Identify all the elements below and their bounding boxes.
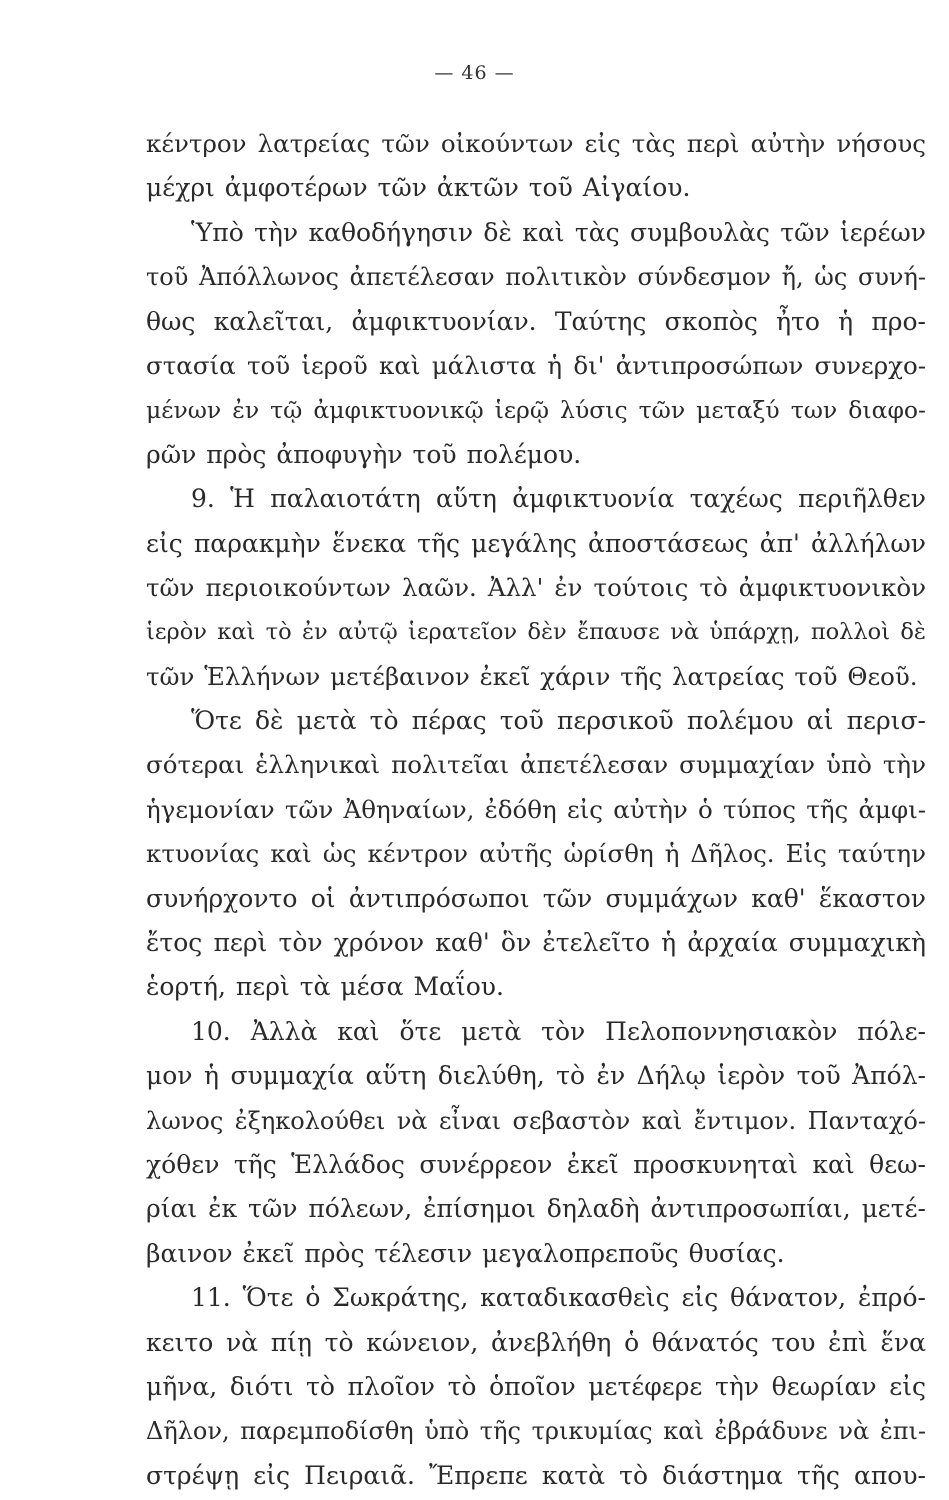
text-line: ἡγεμονίαν τῶν Ἀθηναίων, ἐδόθη εἰς αὐτὴν ὁ τύπος τῆς ἀμφι- [146, 794, 926, 824]
text-line: λωνος ἐξηκολούθει νὰ εἶναι σεβαστὸν καὶ ἔντιμον. Πανταχό- [146, 1106, 926, 1135]
text-line: ἑορτή, περὶ τὰ μέσα Μαΐου. [146, 972, 504, 1002]
text-line: μένων ἐν τῷ ἀμφικτυονικῷ ἱερῷ λύσις τῶν μεταξύ των διαφο- [146, 396, 926, 425]
text-line: τοῦ Ἀπόλλωνος ἀπετέλεσαν πολιτικὸν σύνδεσμον ἤ, ὡς συνή- [146, 263, 926, 292]
text-line: κειτο νὰ πίῃ τὸ κώνειον, ἀνεβλήθη ὁ θάνατός του ἐπὶ ἕνα [146, 1327, 926, 1357]
text-line: θως καλεῖται, ἀμφικτυονίαν. Ταύτης σκοπὸς ἦτο ἡ προ- [146, 306, 926, 336]
text-line: μῆνα, διότι τὸ πλοῖον τὸ ὁποῖον μετέφερε τὴν θεωρίαν εἰς [146, 1371, 926, 1401]
text-line: ρίαι ἐκ τῶν πόλεων, ἐπίσημοι δηλαδὴ ἀντιπροσωπίαι, μετέ- [146, 1194, 926, 1224]
text-line: 10. Ἀλλὰ καὶ ὅτε μετὰ τὸν Πελοποννησιακὸν πόλε- [191, 1016, 926, 1046]
text-line: Δῆλον, παρεμποδίσθη ὑπὸ τῆς τρικυμίας καὶ ἐβράδυνε νὰ ἐπι- [146, 1417, 926, 1446]
text-line: κτυονίας καὶ ὡς κέντρον αὐτῆς ὡρίσθη ἡ Δῆλος. Εἰς ταύτην [146, 839, 926, 869]
text-line: ἱερὸν καὶ τὸ ἐν αὐτῷ ἱερατεῖον δὲν ἔπαυσε νὰ ὑπάρχῃ, πολλοὶ δὲ [146, 619, 926, 646]
text-line: 9. Ἡ παλαιοτάτη αὕτη ἀμφικτυονία ταχέως περιῆλθεν [191, 484, 926, 514]
text-line: βαινον ἐκεῖ πρὸς τέλεσιν μεγαλοπρεποῦς θυσίας. [146, 1238, 785, 1268]
text-line: τῶν Ἑλλήνων μετέβαινον ἐκεῖ χάριν τῆς λατρείας τοῦ Θεοῦ. [146, 661, 918, 691]
text-line: τῶν περιοικούντων λαῶν. Ἀλλ' ἐν τούτοις τὸ ἀμφικτυονικὸν [146, 572, 926, 602]
text-line: εἰς παρακμὴν ἕνεκα τῆς μεγάλης ἀποστάσεως ἀπ' ἀλλήλων [146, 528, 926, 558]
text-line: μέχρι ἀμφοτέρων τῶν ἀκτῶν τοῦ Αἰγαίου. [146, 173, 691, 203]
text-line: χόθεν τῆς Ἑλλάδος συνέρρεον ἐκεῖ προσκυνηταὶ καὶ θεω- [146, 1149, 926, 1179]
text-line: στασία τοῦ ἱεροῦ καὶ μάλιστα ἡ δι' ἀντιπροσώπων συνερχο- [146, 350, 926, 380]
text-line: σότεραι ἑλληνικαὶ πολιτεῖαι ἀπετέλεσαν συμμαχίαν ὑπὸ τὴν [146, 750, 926, 780]
text-line: μον ἡ συμμαχία αὕτη διελύθη, τὸ ἐν Δήλῳ ἱερὸν τοῦ Ἀπόλ- [146, 1061, 926, 1091]
text-line: Ὅτε δὲ μετὰ τὸ πέρας τοῦ περσικοῦ πολέμου αἱ περισ- [191, 706, 926, 736]
text-line: στρέψῃ εἰς Πειραιᾶ. Ἔπρεπε κατὰ τὸ διάστημα τῆς απου- [146, 1460, 926, 1490]
text-line: κέντρον λατρείας τῶν οἰκούντων εἰς τὰς περὶ αὐτὴν νήσους [146, 129, 926, 158]
text-line: ρῶν πρὸς ἀποφυγὴν τοῦ πολέμου. [146, 439, 582, 469]
page-number: — 46 — [434, 62, 515, 84]
text-line: Ὑπὸ τὴν καθοδήγησιν δὲ καὶ τὰς συμβουλὰς τῶν ἱερέων [191, 217, 926, 247]
text-line: 11. Ὅτε ὁ Σωκράτης, καταδικασθεὶς εἰς θάνατον, ἐπρό- [191, 1283, 926, 1313]
body-text [146, 122, 926, 1498]
text-line: συνήρχοντο οἱ ἀντιπρόσωποι τῶν συμμάχων καθ' ἕκαστον [146, 883, 926, 913]
text-line: ἔτος περὶ τὸν χρόνον καθ' ὃν ἐτελεῖτο ἡ ἀρχαία συμμαχικὴ [146, 928, 926, 958]
